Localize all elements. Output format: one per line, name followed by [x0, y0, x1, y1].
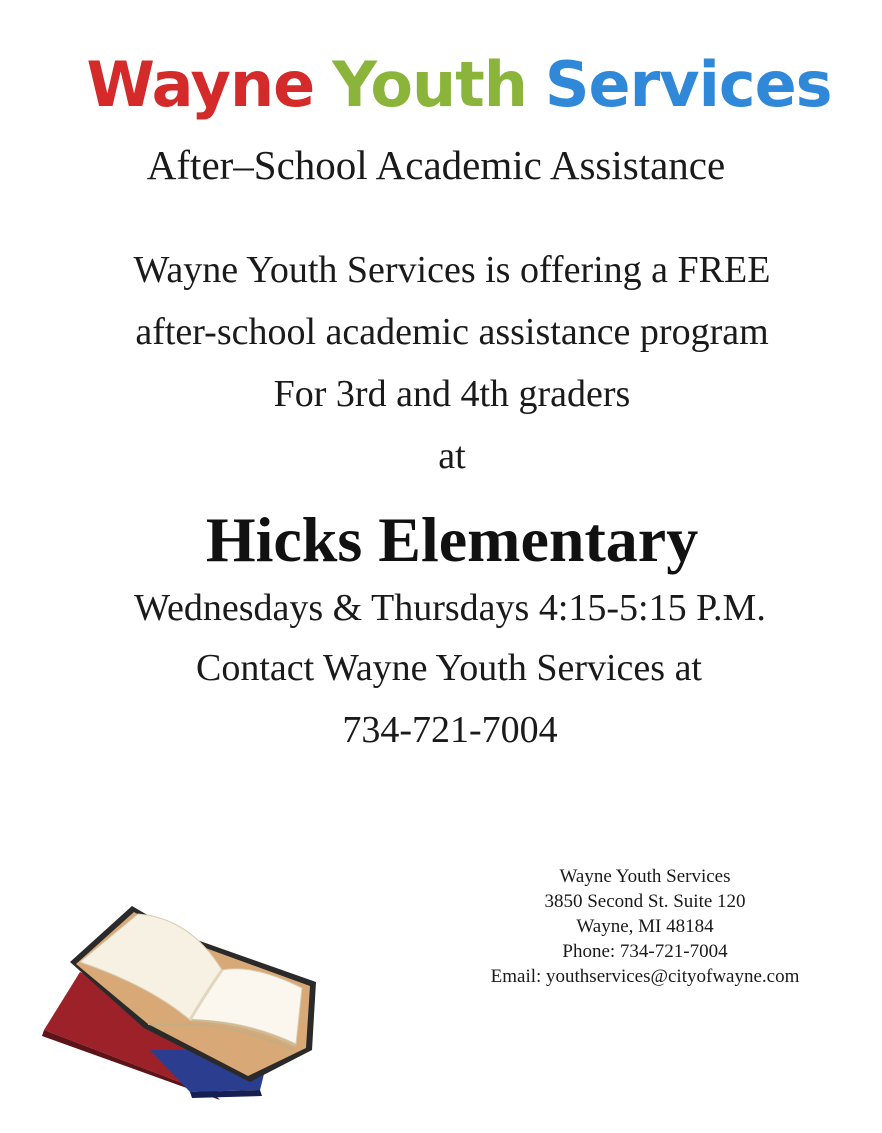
body-line-1: Wayne Youth Services is offering a FREE — [133, 249, 771, 291]
open-book-icon — [40, 900, 330, 1100]
contact-address: 3850 Second St. Suite 120 — [544, 891, 746, 912]
contact-org: Wayne Youth Services — [559, 866, 731, 887]
schedule: Wednesdays & Thursdays 4:15-5:15 P.M. — [134, 587, 766, 629]
title-word-wayne: Wayne — [86, 48, 315, 121]
phone-number: 734-721-7004 — [342, 709, 558, 751]
title-word-youth: Youth — [332, 48, 527, 121]
body-line-2: after-school academic assistance program — [135, 311, 769, 353]
page-title — [0, 48, 882, 122]
contact-city: Wayne, MI 48184 — [576, 916, 714, 937]
body-line-3: For 3rd and 4th graders — [273, 373, 631, 415]
title-word-services: Services — [544, 48, 832, 121]
contact-line: Contact Wayne Youth Services at — [195, 647, 702, 689]
school-name: Hicks Elementary — [205, 504, 699, 575]
contact-info — [450, 864, 840, 989]
subtitle: After–School Academic Assistance — [146, 142, 726, 188]
contact-phone: Phone: 734-721-7004 — [562, 941, 728, 962]
body-line-4: at — [438, 435, 466, 477]
contact-email: Email: youthservices@cityofwayne.com — [490, 966, 800, 987]
